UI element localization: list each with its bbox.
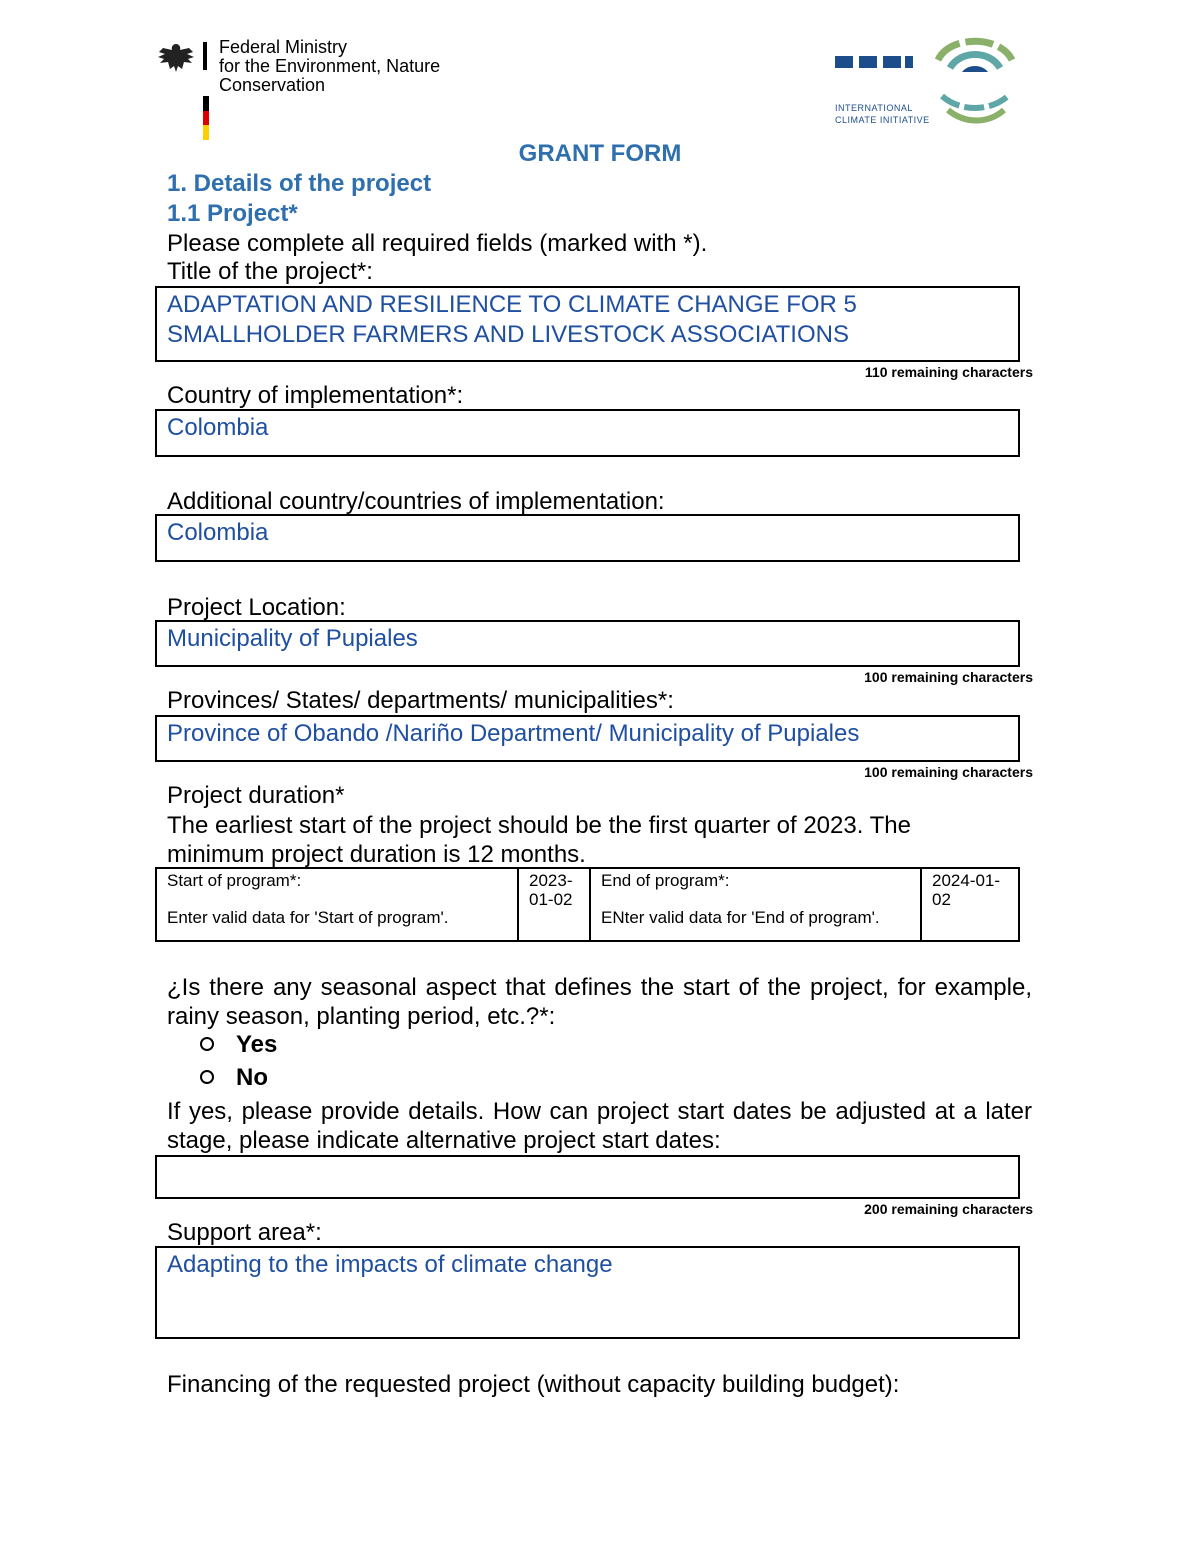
country-value: Colombia bbox=[167, 414, 269, 441]
flag-black bbox=[203, 96, 209, 111]
provinces-field[interactable] bbox=[155, 715, 1020, 762]
option-yes[interactable]: Yes bbox=[200, 1031, 277, 1059]
details-remaining: 200 remaining characters bbox=[864, 1201, 1033, 1217]
iki-logo bbox=[835, 30, 1025, 130]
iki-text: INTERNATIONAL CLIMATE INITIATIVE bbox=[835, 103, 930, 125]
form-title: GRANT FORM bbox=[518, 140, 682, 167]
end-hint: ENter valid data for 'End of program'. bbox=[601, 908, 880, 927]
section-title: 1. Details of the project bbox=[167, 170, 432, 197]
title-field[interactable] bbox=[155, 286, 1020, 362]
financing-label: Financing of the requested project (without capacity building budget): bbox=[167, 1371, 900, 1398]
details-field[interactable] bbox=[155, 1155, 1020, 1199]
eagle-icon bbox=[155, 42, 197, 74]
location-remaining: 100 remaining characters bbox=[864, 669, 1033, 685]
iki-waves-icon bbox=[930, 30, 1020, 125]
flag-gold bbox=[203, 125, 209, 140]
country-label: Country of implementation*: bbox=[167, 382, 464, 409]
provinces-label: Provinces/ States/ departments/ municipalities*: bbox=[167, 687, 674, 714]
duration-note-line2: minimum project duration is 12 months. bbox=[167, 841, 586, 868]
country-field[interactable] bbox=[155, 409, 1020, 457]
instructions: Please complete all required fields (marked with *). bbox=[167, 230, 708, 257]
logo-divider bbox=[203, 42, 207, 70]
location-field[interactable] bbox=[155, 620, 1020, 667]
radio-icon bbox=[200, 1070, 214, 1084]
iki-wordmark-icon bbox=[835, 56, 915, 68]
additional-value: Colombia bbox=[167, 519, 269, 546]
option-no[interactable]: No bbox=[200, 1064, 268, 1092]
support-value: Adapting to the impacts of climate change bbox=[167, 1251, 613, 1278]
duration-note-line1: The earliest start of the project should be the first quarter of 2023. The bbox=[167, 812, 911, 839]
title-value: ADAPTATION AND RESILIENCE TO CLIMATE CHANGE FOR 5 SMALLHOLDER FARMERS AND LIVESTOCK ASSOCIATIONS bbox=[167, 291, 857, 348]
end-label: End of program*: bbox=[601, 871, 730, 890]
additional-label: Additional country/countries of implementation: bbox=[167, 488, 665, 515]
details-value bbox=[157, 1157, 1018, 1159]
end-date-input[interactable]: 2024-01- 02 bbox=[932, 871, 1001, 909]
duration-label: Project duration* bbox=[167, 782, 345, 809]
support-field[interactable] bbox=[155, 1246, 1020, 1339]
start-date-input[interactable]: 2023- 01-02 bbox=[529, 871, 573, 909]
provinces-remaining: 100 remaining characters bbox=[864, 764, 1033, 780]
ministry-name: Federal Ministry for the Environment, Nature Conservation bbox=[219, 37, 441, 95]
start-label: Start of program*: bbox=[167, 871, 302, 890]
location-value: Municipality of Pupiales bbox=[167, 625, 418, 652]
flag-red bbox=[203, 111, 209, 125]
location-label: Project Location: bbox=[167, 594, 346, 621]
seasonal-question: ¿Is there any seasonal aspect that defines the start of the project, for example, rainy season, planting period, etc.?*: bbox=[167, 974, 1032, 1030]
provinces-value: Province of Obando /Nariño Department/ Municipality of Pupiales bbox=[167, 720, 860, 747]
title-label: Title of the project*: bbox=[167, 258, 373, 285]
program-dates-table bbox=[155, 867, 1020, 942]
radio-icon bbox=[200, 1037, 214, 1051]
details-prompt: If yes, please provide details. How can project start dates be adjusted at a later stage, please indicate alternative project start dates: bbox=[167, 1098, 1032, 1154]
additional-field[interactable] bbox=[155, 514, 1020, 562]
support-label: Support area*: bbox=[167, 1219, 322, 1246]
bmu-logo bbox=[155, 38, 515, 143]
start-hint: Enter valid data for 'Start of program'. bbox=[167, 908, 449, 927]
title-remaining: 110 remaining characters bbox=[864, 364, 1033, 380]
end-label-cell bbox=[591, 869, 921, 940]
section-subtitle: 1.1 Project* bbox=[167, 200, 298, 227]
start-label-cell bbox=[157, 869, 517, 940]
